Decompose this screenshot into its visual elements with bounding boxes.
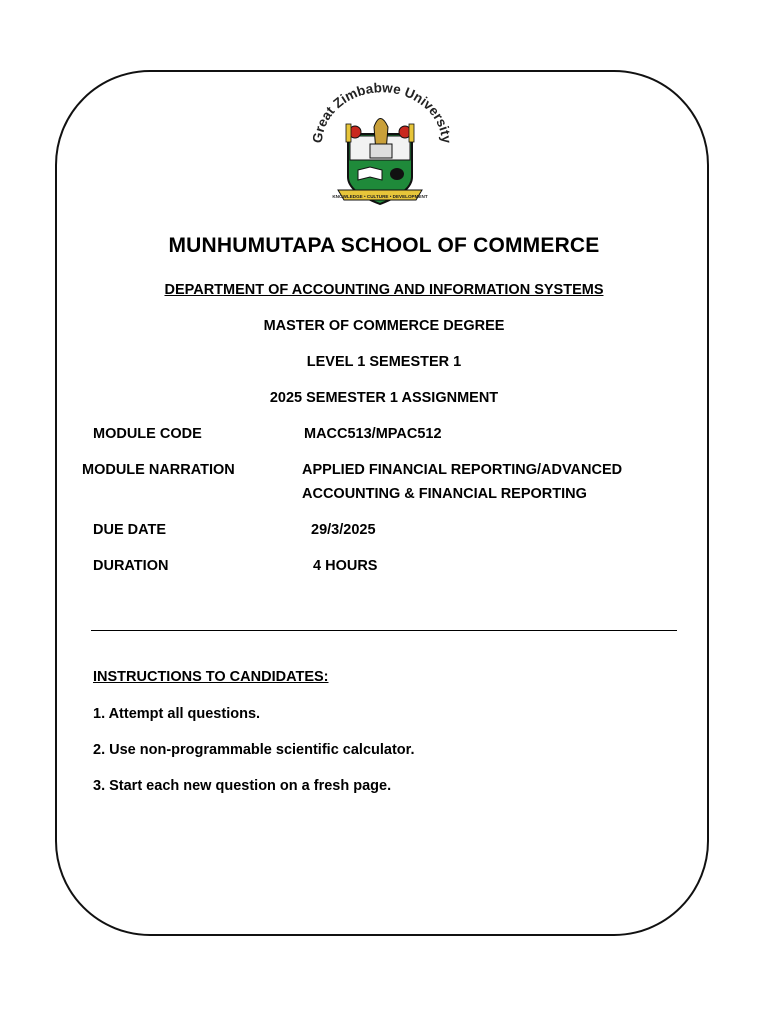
instruction-item: 3. Start each new question on a fresh page. [93, 778, 392, 794]
due-date-label: DUE DATE [93, 522, 167, 538]
duration-value: 4 HOURS [313, 558, 378, 574]
duration-label: DURATION [93, 558, 169, 574]
degree-title: MASTER OF COMMERCE DEGREE [263, 318, 505, 334]
divider [91, 630, 677, 631]
level-title: LEVEL 1 SEMESTER 1 [306, 354, 462, 370]
module-code-value: MACC513/MPAC512 [304, 426, 442, 442]
department-title: DEPARTMENT OF ACCOUNTING AND INFORMATION SYSTEMS [164, 282, 604, 298]
logo-arc-text: Great Zimbabwe University [309, 82, 455, 144]
instruction-item: 2. Use non-programmable scientific calculator. [93, 742, 415, 758]
assignment-title: 2025 SEMESTER 1 ASSIGNMENT [269, 390, 499, 406]
instruction-item: 1. Attempt all questions. [93, 706, 261, 722]
due-date-value: 29/3/2025 [311, 522, 376, 538]
module-narration-value-line2: ACCOUNTING & FINANCIAL REPORTING [302, 486, 587, 502]
module-code-label: MODULE CODE [93, 426, 202, 442]
logo-motto: KNOWLEDGE • CULTURE • DEVELOPMENT [332, 194, 428, 199]
module-narration-label: MODULE NARRATION [82, 462, 235, 478]
module-narration-value-line1: APPLIED FINANCIAL REPORTING/ADVANCED [302, 462, 623, 478]
university-logo [300, 82, 460, 212]
school-title: MUNHUMUTAPA SCHOOL OF COMMERCE [168, 234, 600, 257]
instructions-heading: INSTRUCTIONS TO CANDIDATES: [93, 669, 329, 685]
